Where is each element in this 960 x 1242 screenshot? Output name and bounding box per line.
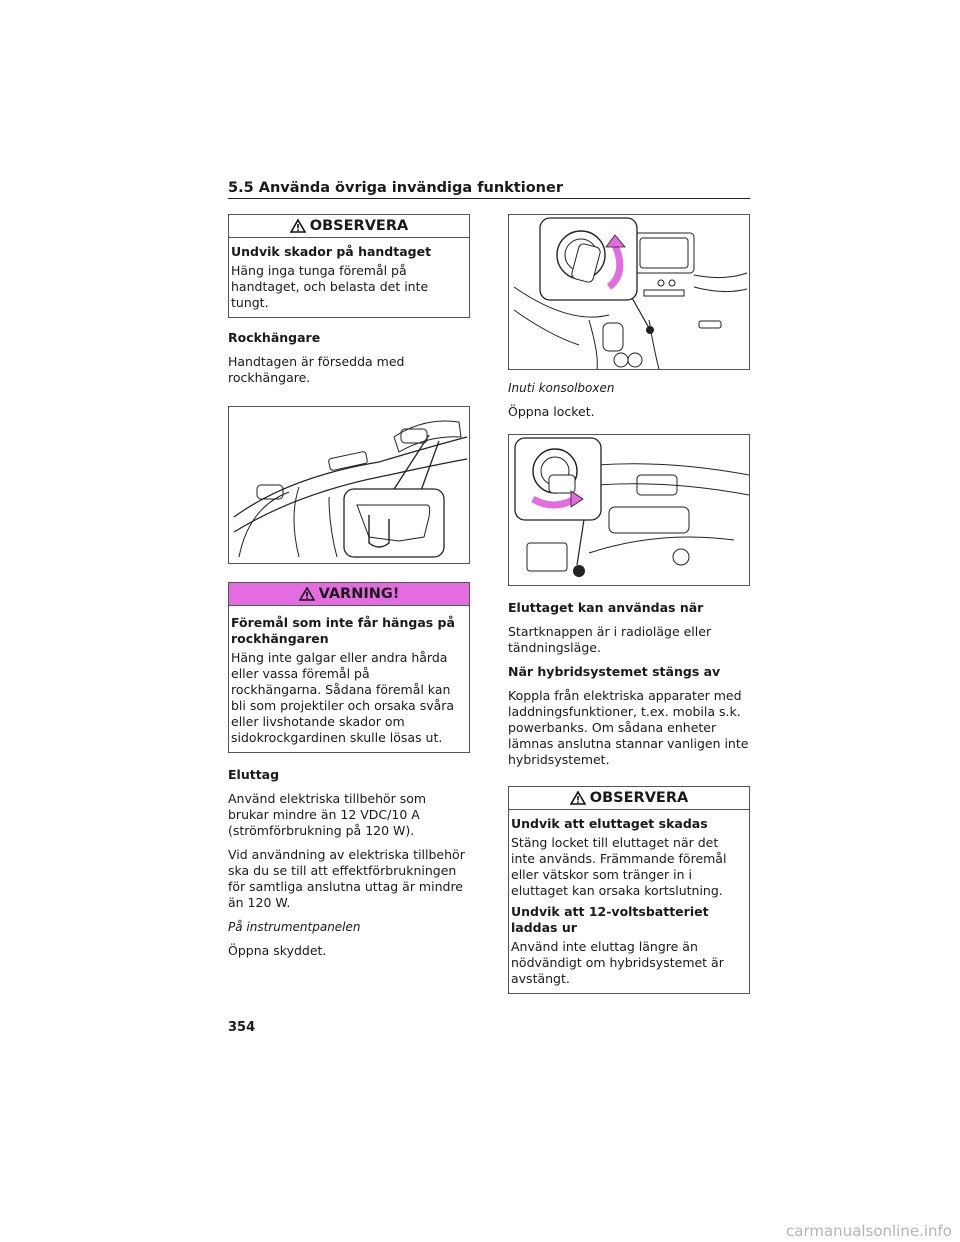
notice-title-1: Undvik att eluttaget skadas [511,816,708,831]
warning-triangle-icon [290,219,306,233]
section-header: 5.5 Använda övriga invändiga funktioner [228,180,750,199]
notice-text-2: Använd inte eluttag längre än nödvändigt om hybridsystemet är avstängt. [511,939,724,986]
outlet-step: Öppna skyddet. [228,943,327,958]
console-step: Öppna locket. [508,404,595,419]
notice-header [229,215,469,238]
notice-label: OBSERVERA [309,218,409,234]
coat-hooks-text: Handtagen är försedda med rockhängare. [228,354,405,385]
usable-heading: Eluttaget kan användas när [508,600,704,615]
console-caption: Inuti konsolboxen [508,381,615,395]
coat-hooks-heading: Rockhängare [228,330,321,345]
dashboard-outlet-drawing [509,215,749,369]
notice-text-1: Stäng locket till eluttaget när det inte används. Främmande föremål eller vätskor som tränger in i eluttaget kan orsaka kortslutning. [511,835,727,898]
coat-hook-drawing [229,407,469,563]
left-column [228,214,470,967]
notice-box-outlet [508,786,750,994]
warning-title: Föremål som inte får hängas på rockhängaren [231,615,455,646]
coat-hook-illustration [228,406,470,564]
notice-label: OBSERVERA [589,790,689,806]
notice-title-2: Undvik att 12-voltsbatteriet laddas ur [511,904,709,935]
warning-triangle-icon [299,587,315,601]
right-column [508,214,750,1006]
usable-text: Startknappen är i radioläge eller tändningsläge. [508,624,712,655]
hybrid-off-text: Koppla från elektriska apparater med laddningsfunktioner, t.ex. mobila s.k. powerbanks. Om sådana enheter lämnas anslutna stannar vanligen inte hybridsystemet. [508,688,749,767]
warning-triangle-icon [570,791,586,805]
outlet-text-2: Vid användning av elektriska tillbehör ska du se till att effektförbrukningen för samtliga anslutna uttag är mindre än 120 W. [228,847,465,910]
warning-box [228,582,470,753]
dashboard-outlet-illustration [508,214,750,370]
warning-label: VARNING! [318,586,400,602]
notice-header [509,787,749,810]
console-outlet-illustration [508,434,750,586]
warning-header [229,583,469,606]
outlet-caption: På instrumentpanelen [228,920,361,934]
warning-text: Häng inte galgar eller andra hårda eller vassa föremål på rockhängarna. Sådana föremål kan bli som projektiler och orsaka svåra eller livshotande skador om sidokrockgardinen skulle lösas ut. [231,650,455,745]
console-outlet-drawing [509,435,749,585]
notice-title: Undvik skador på handtaget [231,244,432,259]
notice-text: Häng inga tunga föremål på handtaget, och belasta det inte tungt. [231,263,429,310]
outlet-text-1: Använd elektriska tillbehör som brukar mindre än 12 VDC/10 A (strömförbrukning på 120 W). [228,791,427,838]
hybrid-off-heading: När hybridsystemet stängs av [508,664,721,679]
page-number: 354 [228,1020,256,1035]
watermark: carmanualsonline.info [786,1222,952,1240]
outlet-heading: Eluttag [228,767,280,782]
notice-box-handle [228,214,470,318]
